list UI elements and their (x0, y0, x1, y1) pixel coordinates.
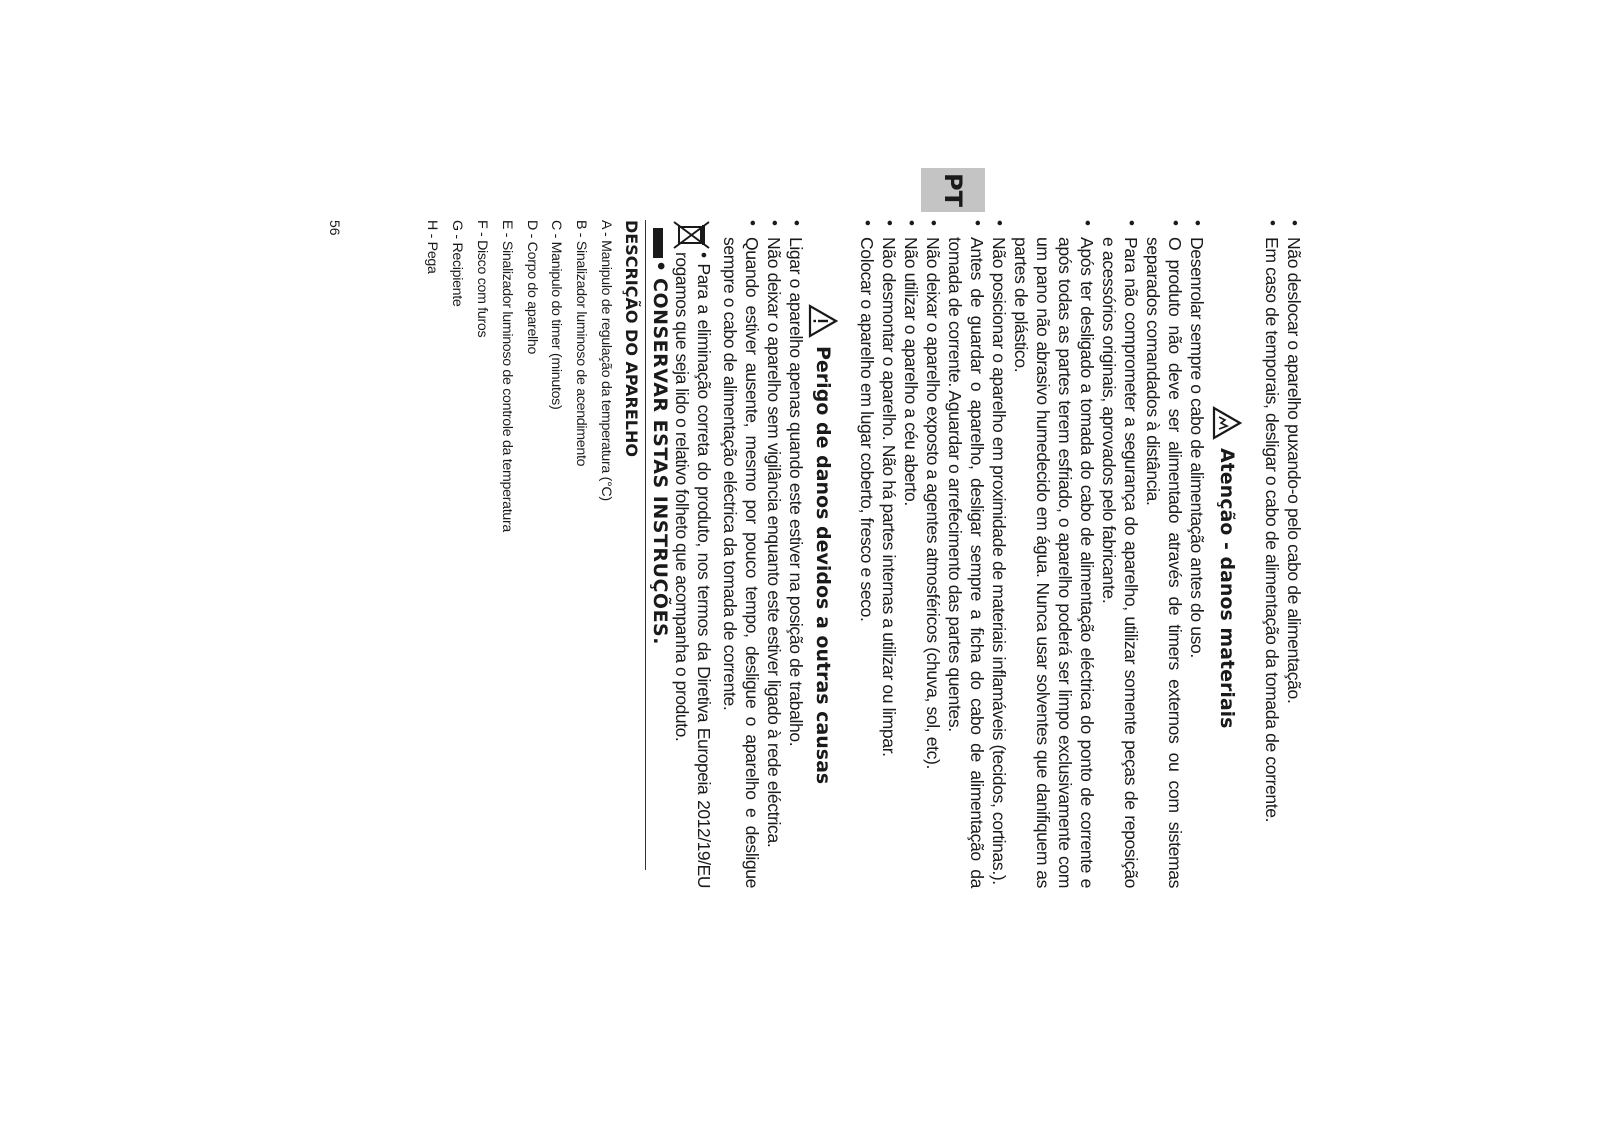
content-column (420, 220, 1305, 888)
attention-heading (1212, 406, 1242, 888)
component-item: D - Corpo do aparelho (523, 220, 540, 355)
description-title: DESCRIÇÃO DO APARELHO (622, 220, 641, 457)
danger-title: Perigo de danos devidos a outras causas (812, 346, 834, 785)
rotated-content (295, 173, 1305, 1000)
warning-icon (808, 304, 838, 338)
attention-list (856, 220, 1208, 888)
material-damage-warning-icon (1212, 406, 1242, 440)
component-item: B - Sinalizador luminoso de acendimento (573, 220, 590, 467)
attention-title: Atenção - danos materiais (1216, 448, 1238, 729)
disposal-notice (650, 220, 715, 888)
attention-item: • Não posicionar o aparelho em proximidade de materiais inflamáveis (tecidos, cortinas.). (988, 220, 1010, 888)
component-list (420, 220, 618, 888)
page-number: 56 (327, 220, 343, 236)
danger-item: • Não deixar o aparelho sem vigilância enquanto este estiver ligado à rede eléctrica. (763, 220, 785, 888)
component-item: F - Disco com furos (474, 220, 491, 338)
component-item: H - Pega (424, 220, 441, 274)
danger-item: • Quando estiver ausente, mesmo por pouco tempo, desligue o aparelho e desligue sempre o cabo de alimentação eléctrica da tomada de corrente. (719, 220, 763, 888)
black-bar (653, 228, 663, 258)
danger-list (719, 220, 807, 888)
disposal-text: • Para a eliminação correta do produto, nos termos da Diretiva Europeia 2012/19/EU rogamos que seja lido o relativo folheto que acompanha o produto. (672, 252, 714, 888)
language-tab: PT (921, 168, 985, 212)
attention-item: • Não desmontar o aparelho. Não há partes internas a utilizar ou limpar. (878, 220, 900, 888)
attention-item: • Para não comprometer a segurança do aparelho, utilizar somente peças de reposição e acessórios originais, aprovados pelo fabricante. (1098, 220, 1142, 888)
attention-item: • Não utilizar o aparelho a céu aberto. (900, 220, 922, 888)
keep-instructions: • CONSERVAR ESTAS INSTRUÇÕES. (649, 278, 671, 645)
danger-heading (808, 304, 838, 888)
attention-item: • Não deixar o aparelho exposto a agentes atmosféricos (chuva, sol, etc). (922, 220, 944, 888)
danger-item: • Ligar o aparelho apenas quando este estiver na posição de trabalho. (785, 220, 807, 888)
attention-item: • Após ter desligado a tomada do cabo de alimentação eléctrica do ponto de corrente e após todas as partes terem esfriado, o aparelho poderá ser limpo exclusivamente com um pano não abrasivo humedecido em água. Nunca usar solventes que danifiquem as partes de plástico. (1010, 220, 1098, 888)
attention-item: • Desenrolar sempre o cabo de alimentação antes do uso. (1186, 220, 1208, 888)
component-item: E - Sinalizador luminoso de controle da temperatura (498, 220, 515, 532)
component-item: G - Recipiente (449, 220, 466, 307)
attention-item: • Antes de guardar o aparelho, desligar sempre a ficha do cabo de alimentação da tomada de corrente. Aguardar o arrefecimento das partes quentes. (944, 220, 988, 888)
intro-bullet: • Em caso de temporais, desligar o cabo de alimentação da tomada de corrente. (1261, 220, 1283, 888)
divider (645, 220, 646, 870)
intro-bullet: • Não deslocar o aparelho puxando-o pelo cabo de alimentação. (1283, 220, 1305, 888)
component-item: A - Manipulo de regulação da temperatura (°C) (598, 220, 614, 501)
component-item: C - Manipulo do timer (minutos) (548, 220, 565, 410)
attention-item: • O produto não deve ser alimentado através de timers externos ou com sistemas separados comandados à distância. (1142, 220, 1186, 888)
attention-item: • Colocar o aparelho em lugar coberto, fresco e seco. (856, 220, 878, 888)
